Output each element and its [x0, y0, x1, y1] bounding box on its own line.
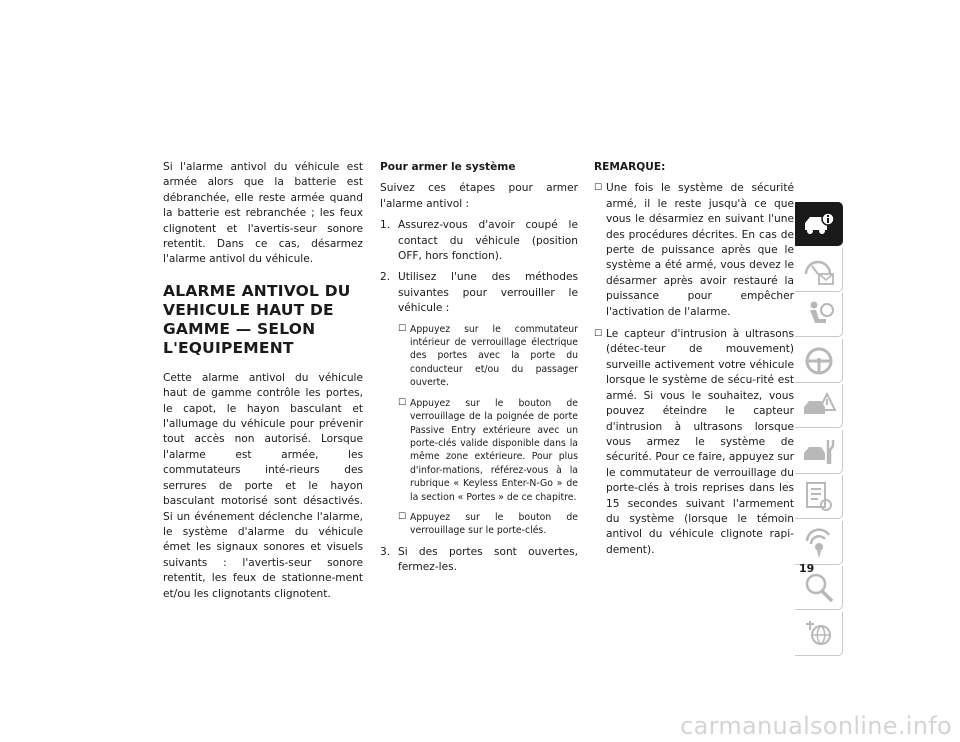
- maintenance-list-icon: [801, 479, 837, 515]
- step-item: [380, 545, 578, 576]
- step-number: 1.: [380, 219, 391, 232]
- tab-specifications[interactable]: [795, 475, 843, 519]
- checkbox-bullet-icon: ☐: [398, 397, 407, 408]
- step-item: [380, 270, 578, 316]
- page-number: 19: [799, 562, 815, 575]
- search-index-icon: [801, 570, 837, 606]
- step-text: Assurez-vous d'avoir coupé le contact du véhicule (position OFF, hors fonction).: [398, 219, 578, 263]
- checkbox-bullet-icon: ☐: [398, 323, 407, 334]
- arm-system-subheading: Pour armer le système: [380, 161, 516, 173]
- step-item: [380, 218, 578, 264]
- multimedia-icon: [801, 525, 837, 561]
- notes-list: [594, 181, 794, 558]
- alarm-description: Cette alarme antivol du véhicule haut de gamme contrôle les portes, le capot, le hayon basculant et l'allumage du véhicule pour prévenir tout accès non autorisé. Lorsque l'alarme est armée, les commutateurs inté-rieurs des serrures de porte et le hayon basculant motorisé sont désactivés. Si un événement déclenche l'alarme, le système d'alarme du véhicule émet les signaux sonores et visuels suivants : l'avertis-seur sonore retentit, les feux de stationne-ment et/ou les clignotants clignotent.: [163, 371, 363, 600]
- middle-column: [380, 160, 578, 576]
- checkbox-bullet-icon: ☐: [398, 511, 407, 522]
- step-text: Si des portes sont ouvertes, fermez-les.: [398, 545, 578, 574]
- list-item: ☐ Appuyez sur le commutateur intérieur de verrouillage électrique des portes avec la porte du conducteur et/ou du passager ouverte.: [398, 323, 578, 389]
- step-number: 3.: [380, 545, 391, 558]
- note-title: REMARQUE:: [594, 161, 666, 173]
- step-text: Utilisez l'une des méthodes suivantes pour verrouiller le véhicule :: [398, 271, 578, 315]
- battery-paragraph: Si l'alarme antivol du véhicule est armée alors que la batterie est débranchée, elle reste armée quand la batterie est rebranchée ; les feux clignotent et l'avertis-seur sonore retentit. Dans ce cas, désarmez l'alarme antivol du véhicule.: [163, 161, 363, 266]
- tab-car-info[interactable]: [795, 202, 843, 246]
- checkbox-bullet-icon: ☐: [594, 183, 603, 194]
- airbag-seat-icon: [801, 297, 837, 333]
- checkbox-bullet-icon: ☐: [594, 329, 603, 340]
- dashboard-message-icon: [801, 252, 837, 288]
- language-icon: [801, 616, 837, 652]
- step-number: 2.: [380, 271, 391, 284]
- chapter-tabs: [795, 202, 843, 657]
- car-warning-icon: [801, 388, 837, 424]
- tab-starting-operating[interactable]: [795, 339, 843, 383]
- steering-wheel-icon: [801, 343, 837, 379]
- list-item: ☐ Appuyez sur le bouton de verrouillage de la poignée de porte Passive Entry extérieure avec un porte-clés valide disponible dans la même zone extérieure. Pour plus d'infor-mations, référez-vous à la rubrique « Keyless Enter-N-Go » de la section « Portes » de ce chapitre.: [398, 397, 578, 503]
- watermark: carmanualsonline.info: [680, 712, 952, 740]
- tab-dashboard-messages[interactable]: [795, 248, 843, 292]
- section-heading: ALARME ANTIVOL DU VEHICULE HAUT DE GAMME — SELON L'EQUIPEMENT: [163, 281, 351, 357]
- tab-language[interactable]: [795, 612, 843, 656]
- car-tools-icon: [801, 434, 837, 470]
- list-item: ☐ Appuyez sur le bouton de verrouillage sur le porte-clés.: [398, 511, 578, 537]
- list-item: ☐ Le capteur d'intrusion à ultrasons (détec-teur de mouvement) surveille activement votre véhicule lorsque le système de sécu-rité est armé. Si vous le souhaitez, vous pouvez éteindre le capteur d'intrusion à ultrasons lorsque vous armez le système de sécurité. Pour ce faire, appuyez sur le commutateur de verrouillage du porte-clés à trois reprises dans les 15 secondes suivant l'armement du système (lorsque le témoin antivol du véhicule clignote rapi-dement).: [594, 327, 794, 558]
- left-column: [163, 160, 363, 602]
- list-item: ☐ Une fois le système de sécurité armé, il le reste jusqu'à ce que vous le désarmiez en suivant l'une des procédures décrites. En cas de perte de puissance après que le système a été armé, vous devez le désarmer après avoir restauré la puissance pour empêcher l'activation de l'alarme.: [594, 181, 794, 320]
- tab-multimedia[interactable]: [795, 521, 843, 565]
- arm-intro: Suivez ces étapes pour armer l'alarme antivol :: [380, 182, 578, 210]
- lock-methods-list: [398, 323, 578, 538]
- car-info-icon: [801, 206, 837, 242]
- tab-emergency[interactable]: [795, 384, 843, 428]
- tab-safety[interactable]: [795, 293, 843, 337]
- right-column: [594, 160, 794, 565]
- tab-servicing[interactable]: [795, 430, 843, 474]
